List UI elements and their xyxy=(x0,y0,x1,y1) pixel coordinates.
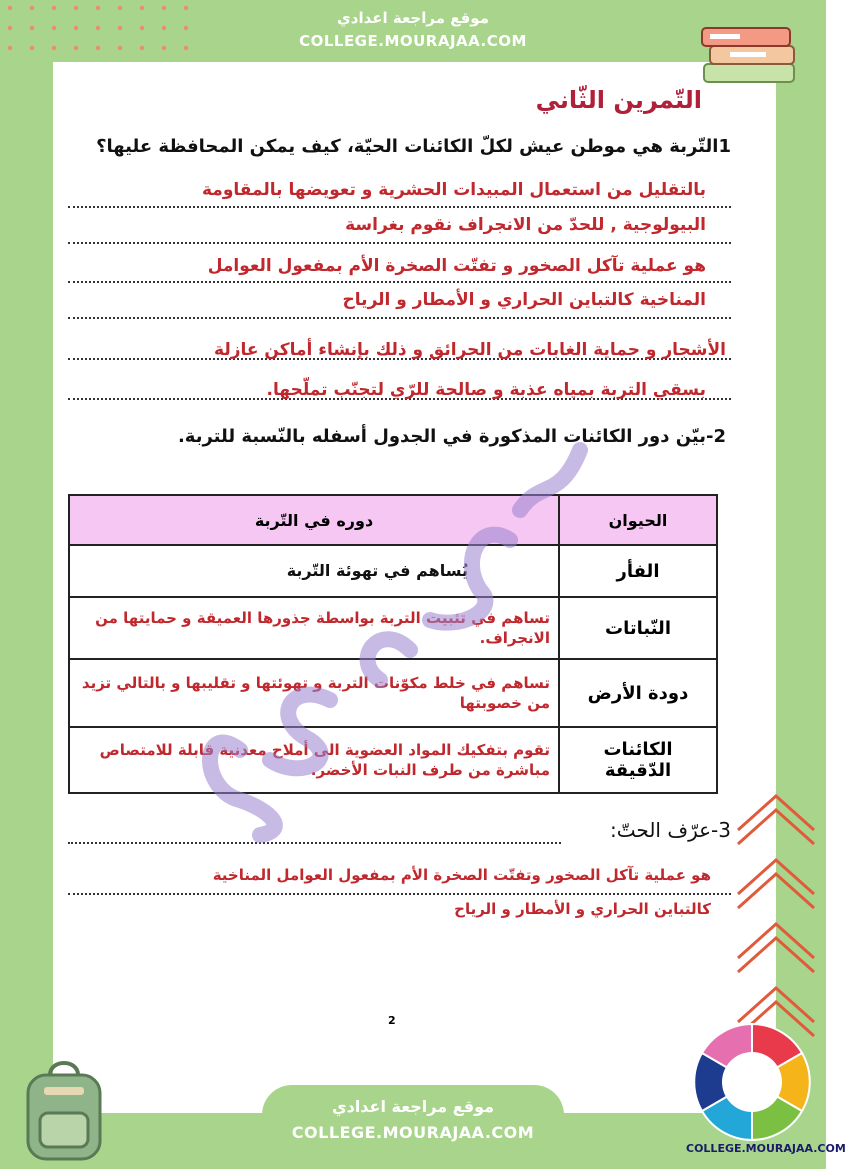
answer-line xyxy=(68,281,731,283)
decorative-dots xyxy=(0,0,210,60)
decorative-chevrons xyxy=(732,790,820,1050)
q1-answer-line-6: بسقي التربة بمياه عذبة و صالحة للرّي لتجنّب تملّحها. xyxy=(266,380,706,400)
q1-answer-line-2: البيولوجية , للحدّ من الانجراف نقوم بغراسة xyxy=(345,215,706,235)
q1-answer-line-1: بالتقليل من استعمال المبيدات الحشرية و تعويضها بالمقاومة xyxy=(202,180,706,200)
q3-answer-line-2: كالتباين الحراري و الأمطار و الرياح xyxy=(454,900,711,918)
college-logo xyxy=(692,1022,812,1142)
question-1: 1التّربة هي موطن عيش لكلّ الكائنات الحيّة، كيف يمكن المحافظة عليها؟ xyxy=(96,136,731,157)
table-header-animal: الحيوان xyxy=(559,495,717,545)
answer-line xyxy=(68,206,731,208)
q1-answer-line-3: هو عملية تآكل الصخور و تفتّت الصخرة الأم بمفعول العوامل xyxy=(207,256,706,276)
footer-site-url[interactable]: COLLEGE.MOURAJAA.COM xyxy=(291,1123,535,1142)
q1-answer-line-5: الأشجار و حماية الغابات من الحرائق و ذلك بإنشاء أماكن عازلة xyxy=(214,340,726,360)
answer-line xyxy=(68,842,561,844)
page-number: 2 xyxy=(388,1014,396,1027)
logo-label: COLLEGE.MOURAJAA.COM xyxy=(686,1142,846,1155)
answer-line xyxy=(68,317,731,319)
exercise-title: التّمرين الثّاني xyxy=(535,86,702,114)
table-header-role: دوره في التّربة xyxy=(69,495,559,545)
books-icon xyxy=(700,12,800,92)
backpack-icon xyxy=(14,1055,114,1165)
footer-site-name: موقع مراجعة اعدادي xyxy=(331,1097,495,1116)
question-2: 2-بيّن دور الكائنات المذكورة في الجدول أسفله بالنّسبة للتربة. xyxy=(177,426,726,447)
table-cell-animal: النّباتات xyxy=(559,597,717,659)
answer-line xyxy=(68,893,731,895)
table-cell-role: تقوم بتفكيك المواد العضوية الى أملاح معدنية قابلة للامتصاص مباشرة من طرف النبات الأخضر. xyxy=(69,727,559,793)
table-cell-animal: دودة الأرض xyxy=(559,659,717,727)
table-cell-role: تساهم في خلط مكوّنات التربة و تهوئتها و تقليبها و بالتالي تزيد من خصوبتها xyxy=(69,659,559,727)
q3-answer-line-1: هو عملية تآكل الصخور وتفتّت الصخرة الأم بمفعول العوامل المناخية xyxy=(212,866,711,884)
q1-answer-line-4: المناخية كالتباين الحراري و الأمطار و الرياح xyxy=(342,290,706,310)
signature-watermark xyxy=(180,420,620,840)
table-cell-role: يُساهم في تهوئة التّربة xyxy=(69,545,559,597)
answer-line xyxy=(68,242,731,244)
question-3: 3-عرّف الحتّ: xyxy=(610,818,731,842)
header-site-url[interactable]: COLLEGE.MOURAJAA.COM xyxy=(299,32,527,50)
table-cell-animal: الكائنات الدّقيقة xyxy=(559,727,717,793)
table-cell-animal: الفأر xyxy=(559,545,717,597)
frame-left xyxy=(0,0,53,1169)
table-cell-role: تساهم في تثبيت التربة بواسطة جذورها العميقة و حمايتها من الانجراف. xyxy=(69,597,559,659)
header-site-name: موقع مراجعة اعدادي xyxy=(337,9,489,27)
